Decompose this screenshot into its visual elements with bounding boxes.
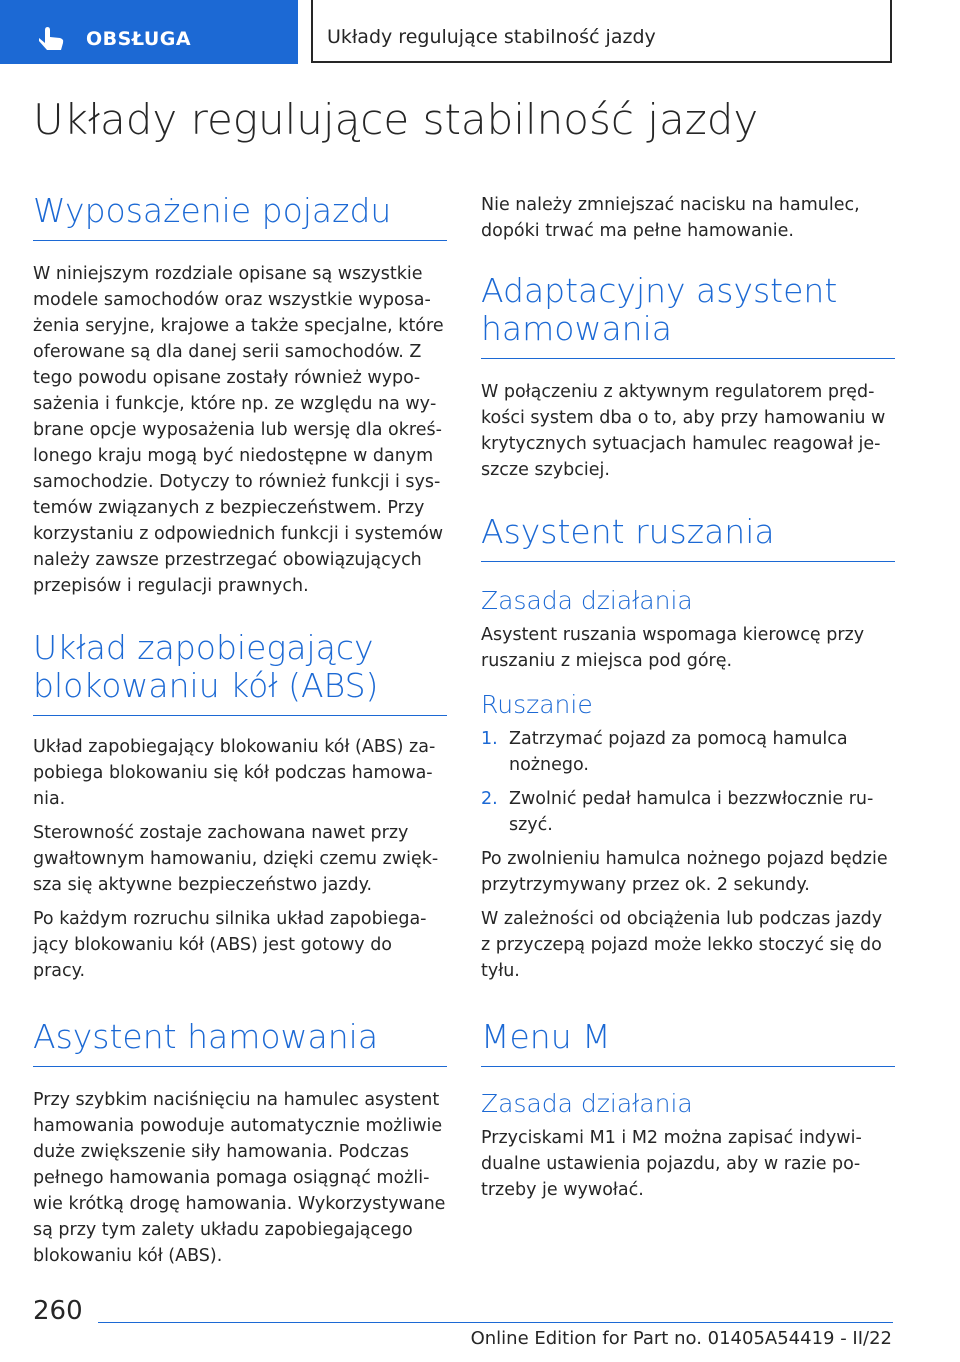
- footer-divider: [98, 1322, 893, 1323]
- chapter-tab-label: Układy regulujące stabilność jazdy: [327, 26, 656, 48]
- chapter-tab: [311, 0, 892, 63]
- paragraph: Przy szybkim naciśnięciu na hamulec asystent hamowania powoduje automatycznie możliwie duże zwiększenie siły hamowania. Podczas pełnego hamowania pomaga osiągnąć możliwie krótką drogę hamowania. Wykorzystywane są przy tym zalety układu zapobiegającego blokowaniu kół (ABS).: [33, 1090, 446, 1266]
- subheading-starting: Ruszanie: [481, 690, 593, 719]
- step-text: Zwolnić pedał hamulca i bezzwłocznie ruszyć.: [509, 789, 874, 835]
- paragraph: Przyciskami M1 i M2 można zapisać indywidualne ustawienia pojazdu, aby w razie potrzeby je wywołać.: [481, 1128, 862, 1200]
- section-heading-equipment: Wyposażenie pojazdu: [33, 191, 392, 230]
- left-column: [33, 186, 447, 1269]
- list-item: [481, 726, 895, 778]
- section-heading-abs: Układ zapobiegający blokowaniu kół (ABS): [33, 628, 379, 705]
- steps-list: [481, 726, 895, 838]
- list-item: [481, 786, 895, 838]
- step-number: 2.: [481, 789, 498, 809]
- paragraph: W zależności od obciążenia lub podczas jazdy z przyczepą pojazd może lekko stoczyć się do tyłu.: [481, 909, 883, 981]
- section-heading-hill-start: Asystent ruszania: [481, 512, 775, 551]
- section-heading-hill-start-wrap: [481, 513, 895, 562]
- section-heading-menu-m: Menu M: [481, 1017, 611, 1056]
- paragraph: Asystent ruszania wspomaga kierowcę przy ruszaniu z miejsca pod górę.: [481, 625, 865, 671]
- section-heading-brake-assist-wrap: [33, 1018, 447, 1067]
- hand-pointer-icon: [36, 26, 66, 52]
- paragraph: Sterowność zostaje zachowana nawet przy gwałtownym hamowaniu, dzięki czemu zwiększa się aktywne bezpieczeństwo jazdy.: [33, 823, 439, 895]
- step-number: 1.: [481, 729, 498, 749]
- section-heading-brake-assist: Asystent hamowania: [33, 1017, 379, 1056]
- section-tab: [0, 0, 298, 64]
- paragraph: W połączeniu z aktywnym regulatorem prędkości system dba o to, aby przy hamowaniu w krytycznych sytuacjach hamulec reagował jeszcze szybciej.: [481, 382, 886, 480]
- page-number: 260: [33, 1296, 83, 1326]
- subheading-principle: Zasada działania: [481, 586, 693, 615]
- right-column: [481, 186, 895, 1203]
- paragraph: W niniejszym rozdziale opisane są wszystkie modele samochodów oraz wszystkie wyposażenia seryjne, krajowe a także specjalne, które oferowane są dla danej serii samochodów. Z tego powodu opisane zostały również wyposażenia i funkcje, które np. ze względu na wybrane opcje wyposażenia lub wersję dla określonego kraju mogą być niedostępne w danym samochodzie. Dotyczy to również funkcji i systemów związanych z bezpieczeństwem. Przy korzystaniu z odpowiednich funkcji i systemów należy zawsze przestrzegać obowiązujących przepisów i regulacji prawnych.: [33, 264, 444, 596]
- section-heading-adaptive-brake-wrap: [481, 272, 895, 359]
- section-heading-adaptive-brake: Adaptacyjny asystent hamowania: [481, 271, 838, 348]
- section-heading-equipment-wrap: [33, 186, 447, 241]
- footer-edition: Online Edition for Part no. 01405A54419 - II/22: [470, 1328, 892, 1349]
- section-tab-label: OBSŁUGA: [86, 28, 192, 50]
- paragraph: Po zwolnieniu hamulca nożnego pojazd będzie przytrzymywany przez ok. 2 sekundy.: [481, 849, 888, 895]
- paragraph: Nie należy zmniejszać nacisku na hamulec, dopóki trwać ma pełne hamowanie.: [481, 195, 860, 241]
- paragraph: Układ zapobiegający blokowaniu kół (ABS) zapobiega blokowaniu się kół podczas hamowania.: [33, 737, 436, 809]
- section-heading-abs-wrap: [33, 629, 447, 716]
- subheading-principle: Zasada działania: [481, 1089, 693, 1118]
- paragraph: Po każdym rozruchu silnika układ zapobiegający blokowaniu kół (ABS) jest gotowy do pracy.: [33, 909, 427, 981]
- page-title: Układy regulujące stabilność jazdy: [33, 95, 759, 144]
- step-text: Zatrzymać pojazd za pomocą hamulca nożnego.: [509, 729, 848, 775]
- section-heading-menu-m-wrap: [481, 1018, 895, 1067]
